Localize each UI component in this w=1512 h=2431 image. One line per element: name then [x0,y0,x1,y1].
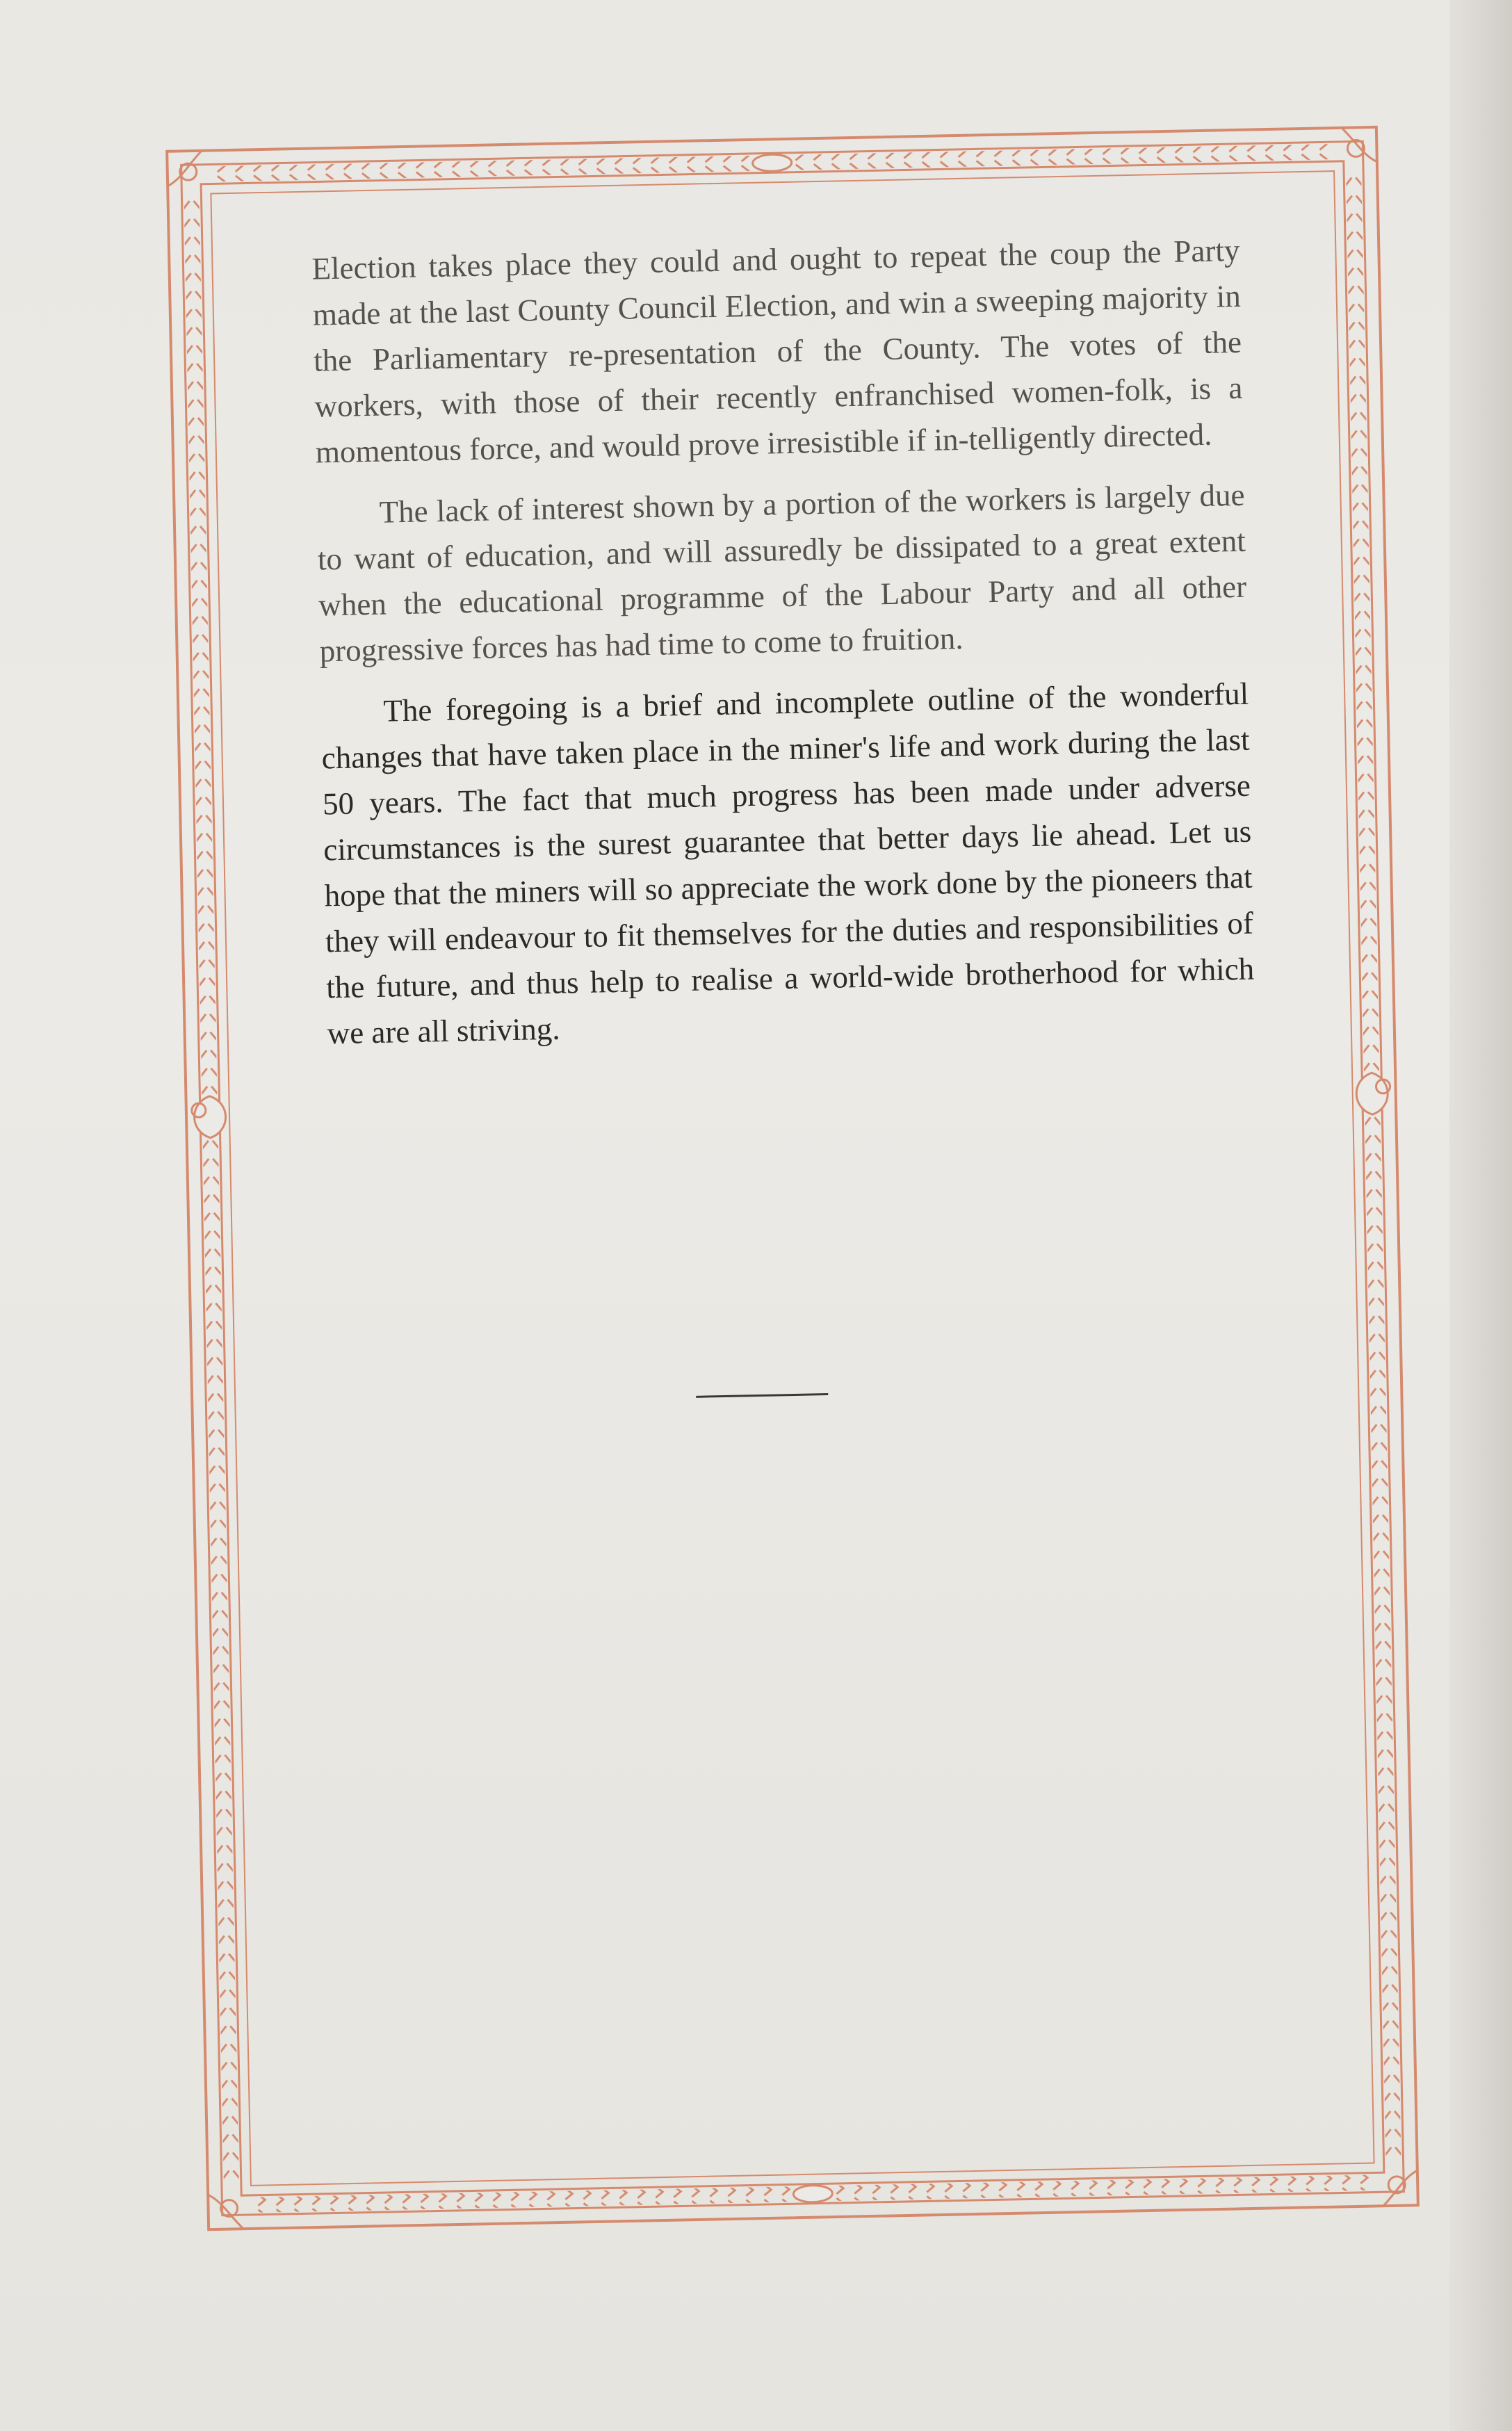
page-gutter-shadow [1449,0,1512,2431]
decorative-border-frame [160,120,1425,2237]
paragraph-election: Election takes place they could and ought to repeat the coup the Party made at the last County Council Election, and win a sweeping majority in the Parliamentary re-presentation of the County. The votes of the workers, with those of their recently enfranchised women-folk, is a momentous force, and would prove irresistible if in-telligently directed. [311,232,1243,470]
paragraph-lack-of-interest: The lack of interest shown by a portion of the workers is largely due to want of education, and will assuredly be dissipated to a great extent when the educational programme of the Labour Party and all other progressive forces has had time to come to fruition. [317,477,1247,669]
paragraph-foregoing: The foregoing is a brief and incomplete outline of the wonderful changes that have taken place in the miner's life and work during the last 50 years. The fact that much progress has been made under adverse circumstances is the surest guarantee that better days lie ahead. Let us hope that the miners will so appreciate the work done by the pioneers that they will endeavour to fit themselves for the duties and responsibilities of the future, and thus help to realise a world-wide brotherhood for which we are all striving. [321,676,1255,1051]
page-body-text [311,227,1256,1072]
